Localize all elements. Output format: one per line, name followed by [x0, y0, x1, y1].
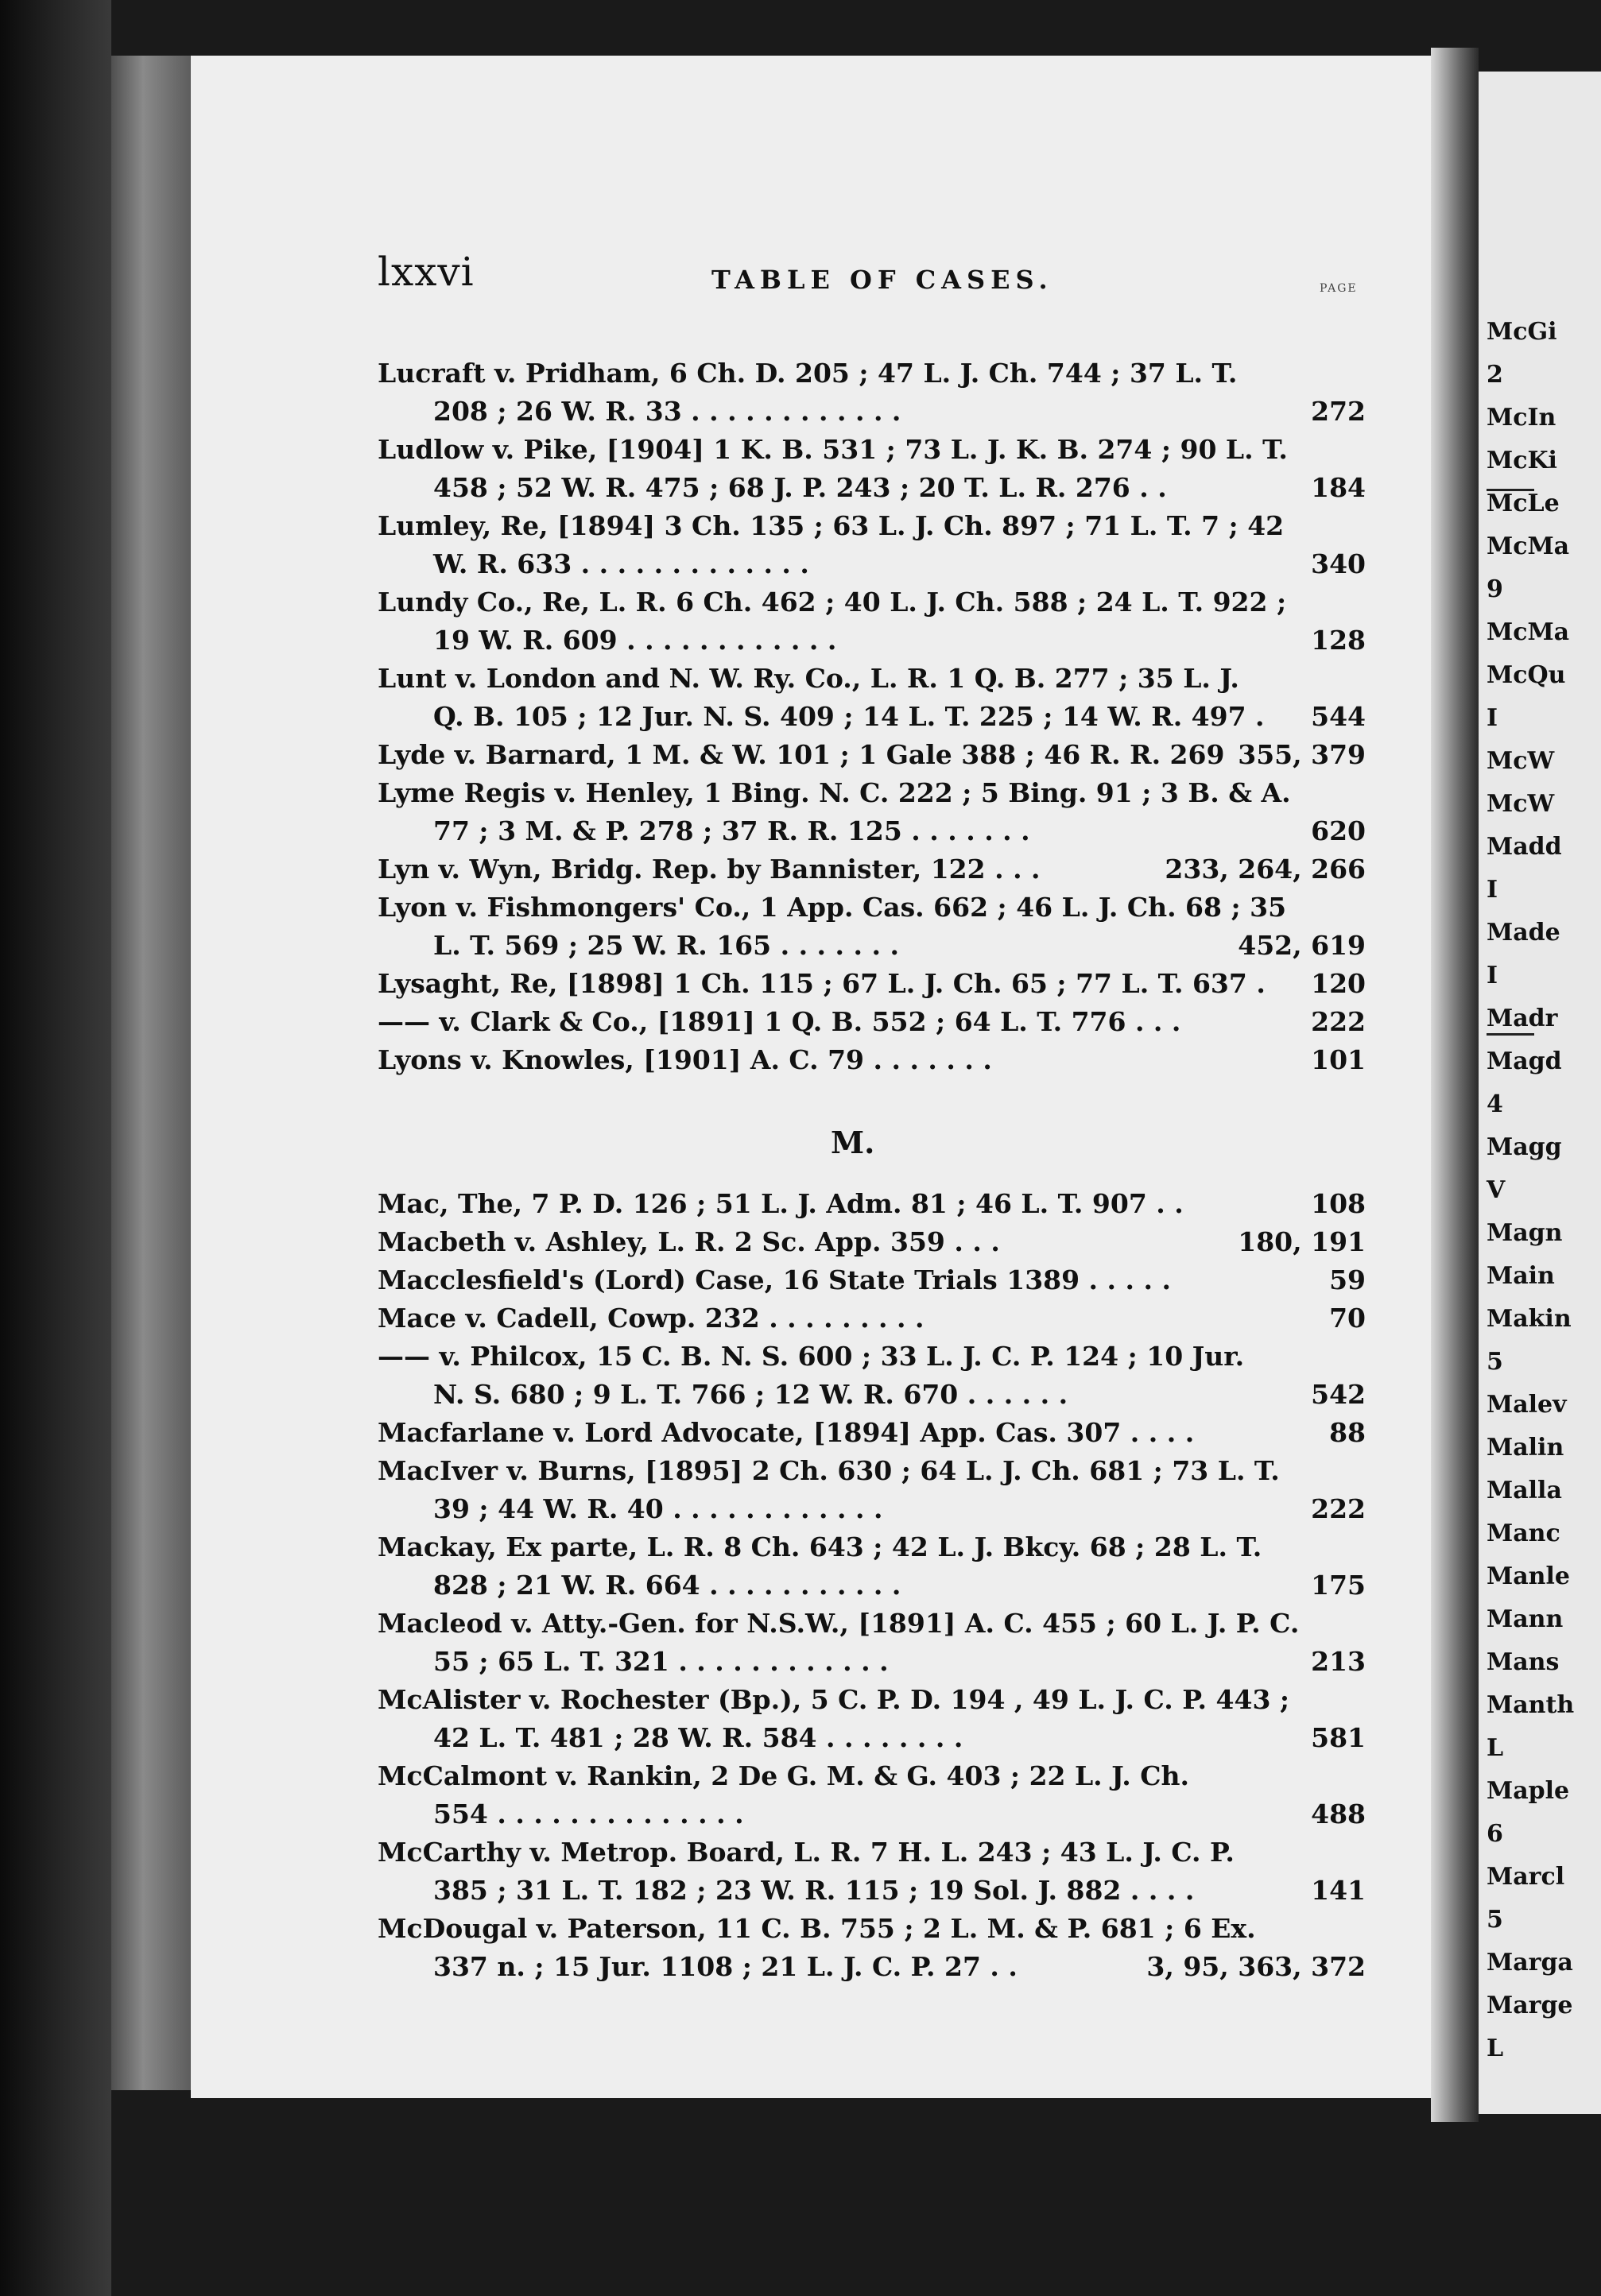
case-entry-line	[191, 1760, 1431, 1792]
case-entry-line	[191, 1006, 1431, 1038]
case-citation: Lucraft v. Pridham, 6 Ch. D. 205 ; 47 L. J. Ch. 744 ; 37 L. T.	[378, 358, 1238, 389]
case-citation: Mackay, Ex parte, L. R. 8 Ch. 643 ; 42 L. J. Bkcy. 68 ; 28 L. T.	[378, 1531, 1262, 1562]
case-entry-line	[191, 1455, 1431, 1487]
page-reference: 59	[1329, 1264, 1366, 1295]
case-citation: 554 . . . . . . . . . . . . . .	[433, 1798, 744, 1829]
facing-page-fragment: McW	[1487, 747, 1555, 775]
case-entry-line	[191, 587, 1431, 618]
case-citation: McCalmont v. Rankin, 2 De G. M. & G. 403 ; 22 L. J. Ch.	[378, 1760, 1189, 1791]
page-reference: 488	[1311, 1798, 1366, 1829]
page-edge-stack	[111, 56, 191, 2090]
page-reference: 544	[1311, 701, 1366, 732]
facing-page-fragment: I	[1487, 876, 1498, 904]
case-citation: Macfarlane v. Lord Advocate, [1894] App. Cas. 307 . . . .	[378, 1417, 1195, 1448]
case-entry-line	[191, 968, 1431, 1000]
page-reference: 3, 95, 363, 372	[1146, 1951, 1366, 1982]
case-citation: N. S. 680 ; 9 L. T. 766 ; 12 W. R. 670 . . . . . .	[433, 1379, 1068, 1410]
facing-page-fragment: Magn	[1487, 1219, 1563, 1247]
page-reference: 542	[1311, 1379, 1366, 1410]
facing-page-fragment: Malev	[1487, 1391, 1567, 1419]
facing-page-fragment: McQu	[1487, 661, 1566, 689]
facing-page-fragment: Malin	[1487, 1434, 1564, 1462]
case-citation: Macclesfield's (Lord) Case, 16 State Trials 1389 . . . . .	[378, 1264, 1171, 1295]
case-entry-line	[191, 854, 1431, 885]
case-entry-line	[191, 1226, 1431, 1258]
page-column-label: PAGE	[1320, 282, 1358, 295]
facing-page-fragment: Manc	[1487, 1520, 1560, 1547]
case-citation: McDougal v. Paterson, 11 C. B. 755 ; 2 L. M. & P. 681 ; 6 Ex.	[378, 1913, 1256, 1944]
case-citation: 55 ; 65 L. T. 321 . . . . . . . . . . . .	[433, 1646, 889, 1677]
page-folio: lxxvi	[378, 249, 475, 295]
facing-page-fragment: Marge	[1487, 1992, 1573, 2019]
facing-page-fragment: Marga	[1487, 1949, 1573, 1977]
case-entry-line	[191, 472, 1431, 504]
case-citation: Lunt v. London and N. W. Ry. Co., L. R. 1 Q. B. 277 ; 35 L. J.	[378, 663, 1239, 694]
page-reference: 272	[1311, 396, 1366, 427]
case-entry-line	[191, 777, 1431, 809]
case-citation: Lysaght, Re, [1898] 1 Ch. 115 ; 67 L. J. Ch. 65 ; 77 L. T. 637 .	[378, 968, 1266, 999]
case-entry-line	[191, 1913, 1431, 1945]
page-reference: 620	[1311, 815, 1366, 846]
facing-page-fragment: 5	[1487, 1348, 1503, 1376]
facing-page-fragment: 4	[1487, 1090, 1503, 1118]
facing-page-fragment: 9	[1487, 575, 1503, 603]
case-citation: Lyn v. Wyn, Bridg. Rep. by Bannister, 122 . . .	[378, 854, 1041, 885]
facing-page-fragment: McLe	[1487, 490, 1560, 517]
facing-page-fragment: V	[1487, 1176, 1506, 1204]
page-reference: 141	[1311, 1875, 1366, 1906]
facing-page-fragment: Magg	[1487, 1133, 1562, 1161]
case-entry-line	[191, 1264, 1431, 1296]
case-citation: 19 W. R. 609 . . . . . . . . . . . .	[433, 625, 837, 656]
section-rule	[1487, 1033, 1534, 1036]
facing-page-fragment: Madr	[1487, 1005, 1558, 1032]
case-entry-line	[191, 1303, 1431, 1334]
case-entry-line	[191, 1417, 1431, 1449]
case-citation: Macleod v. Atty.-Gen. for N.S.W., [1891] A. C. 455 ; 60 L. J. P. C.	[378, 1608, 1300, 1639]
page-reference: 128	[1311, 625, 1366, 656]
running-head: TABLE OF CASES.	[711, 265, 1053, 295]
book-page	[191, 56, 1431, 2098]
case-entry-line	[191, 358, 1431, 389]
facing-page-fragment: McMa	[1487, 618, 1570, 646]
case-entry-line	[191, 892, 1431, 923]
page-reference: 213	[1311, 1646, 1366, 1677]
case-entry-line	[191, 1951, 1431, 1983]
facing-page-fragment: Madd	[1487, 833, 1562, 861]
case-citation: 42 L. T. 481 ; 28 W. R. 584 . . . . . . . .	[433, 1722, 963, 1753]
case-entry-line	[191, 1044, 1431, 1076]
case-citation: McAlister v. Rochester (Bp.), 5 C. P. D. 194 , 49 L. J. C. P. 443 ;	[378, 1684, 1290, 1715]
facing-page-fragment: Manle	[1487, 1562, 1570, 1590]
facing-page-fragment: Main	[1487, 1262, 1555, 1290]
case-entry-line	[191, 1837, 1431, 1868]
case-citation: Lyme Regis v. Henley, 1 Bing. N. C. 222 ; 5 Bing. 91 ; 3 B. & A.	[378, 777, 1291, 808]
case-citation: 77 ; 3 M. & P. 278 ; 37 R. R. 125 . . . . . . .	[433, 815, 1030, 846]
facing-page-fragment: I	[1487, 704, 1498, 732]
case-citation: W. R. 633 . . . . . . . . . . . . .	[433, 548, 809, 579]
case-entry-line	[191, 1875, 1431, 1907]
facing-page-fragment: Made	[1487, 919, 1560, 947]
page-reference: 355, 379	[1238, 739, 1366, 770]
case-entry-line	[191, 815, 1431, 847]
facing-page-fragment: I	[1487, 962, 1498, 989]
case-entry-line	[191, 434, 1431, 466]
facing-page-fragment: L	[1487, 2035, 1504, 2062]
case-citation: 39 ; 44 W. R. 40 . . . . . . . . . . . .	[433, 1493, 883, 1524]
case-entry-line	[191, 1188, 1431, 1220]
facing-page-fragment: Mann	[1487, 1605, 1564, 1633]
case-citation: L. T. 569 ; 25 W. R. 165 . . . . . . .	[433, 930, 899, 961]
case-entry-line	[191, 548, 1431, 580]
facing-page-fragment: 2	[1487, 361, 1503, 389]
case-entry-line	[191, 1722, 1431, 1754]
page-reference: 180, 191	[1238, 1226, 1366, 1257]
case-entry-line	[191, 930, 1431, 962]
facing-page-fragment: McW	[1487, 790, 1555, 818]
case-citation: 458 ; 52 W. R. 475 ; 68 J. P. 243 ; 20 T. L. R. 276 . .	[433, 472, 1167, 503]
case-citation: 385 ; 31 L. T. 182 ; 23 W. R. 115 ; 19 Sol. J. 882 . . . .	[433, 1875, 1195, 1906]
case-entry-line	[191, 701, 1431, 733]
case-entry-line	[191, 739, 1431, 771]
case-citation: Lundy Co., Re, L. R. 6 Ch. 462 ; 40 L. J. Ch. 588 ; 24 L. T. 922 ;	[378, 587, 1287, 618]
case-entry-line	[191, 1570, 1431, 1601]
page-reference: 340	[1311, 548, 1366, 579]
facing-page-fragment: Makin	[1487, 1305, 1572, 1333]
page-reference: 88	[1329, 1417, 1366, 1448]
page-reference: 452, 619	[1238, 930, 1366, 961]
page-reference: 222	[1311, 1006, 1366, 1037]
case-entry-line	[191, 1379, 1431, 1411]
case-entry-line	[191, 510, 1431, 542]
case-entry-line	[191, 1646, 1431, 1678]
page-reference: 120	[1311, 968, 1366, 999]
facing-page-fragment: Mans	[1487, 1648, 1560, 1676]
facing-page-fragment: McMa	[1487, 532, 1570, 560]
page-reference: 175	[1311, 1570, 1366, 1601]
page-reference: 184	[1311, 472, 1366, 503]
case-citation: Lumley, Re, [1894] 3 Ch. 135 ; 63 L. J. Ch. 897 ; 71 L. T. 7 ; 42	[378, 510, 1285, 541]
case-entry-line	[191, 1341, 1431, 1373]
facing-page-fragment: McIn	[1487, 404, 1556, 432]
case-entry-line	[191, 1493, 1431, 1525]
case-citation: 337 n. ; 15 Jur. 1108 ; 21 L. J. C. P. 27 . .	[433, 1951, 1018, 1982]
facing-page-fragment: L	[1487, 1734, 1504, 1762]
facing-page	[1479, 72, 1601, 2114]
facing-page-fragment: Maple	[1487, 1777, 1570, 1805]
case-citation: Lyons v. Knowles, [1901] A. C. 79 . . . . . . .	[378, 1044, 992, 1075]
section-rule	[1487, 489, 1534, 491]
case-entry-line	[191, 625, 1431, 656]
facing-page-fragment: Malla	[1487, 1477, 1562, 1504]
case-citation: —— v. Clark & Co., [1891] 1 Q. B. 552 ; 64 L. T. 776 . . .	[378, 1006, 1181, 1037]
page-reference: 581	[1311, 1722, 1366, 1753]
case-citation: 208 ; 26 W. R. 33 . . . . . . . . . . . .	[433, 396, 901, 427]
case-entry-line	[191, 663, 1431, 695]
case-citation: Q. B. 105 ; 12 Jur. N. S. 409 ; 14 L. T. 225 ; 14 W. R. 497 .	[433, 701, 1265, 732]
case-citation: Mac, The, 7 P. D. 126 ; 51 L. J. Adm. 81 ; 46 L. T. 907 . .	[378, 1188, 1184, 1219]
case-entry-line	[191, 396, 1431, 428]
case-citation: McCarthy v. Metrop. Board, L. R. 7 H. L. 243 ; 43 L. J. C. P.	[378, 1837, 1235, 1868]
case-citation: Lyon v. Fishmongers' Co., 1 App. Cas. 662 ; 46 L. J. Ch. 68 ; 35	[378, 892, 1287, 923]
case-citation: Mace v. Cadell, Cowp. 232 . . . . . . . . .	[378, 1303, 925, 1334]
facing-page-fragment: Manth	[1487, 1691, 1575, 1719]
page-reference: 108	[1311, 1188, 1366, 1219]
case-entry-line	[191, 1684, 1431, 1716]
book-spine-shadow	[0, 0, 111, 2296]
facing-page-fragment: 6	[1487, 1820, 1503, 1848]
page-reference: 233, 264, 266	[1165, 854, 1366, 885]
page-reference: 101	[1311, 1044, 1366, 1075]
case-citation: Ludlow v. Pike, [1904] 1 K. B. 531 ; 73 L. J. K. B. 274 ; 90 L. T.	[378, 434, 1288, 465]
case-citation: —— v. Philcox, 15 C. B. N. S. 600 ; 33 L. J. C. P. 124 ; 10 Jur.	[378, 1341, 1245, 1372]
facing-page-fragment: McKi	[1487, 447, 1557, 474]
case-citation: 828 ; 21 W. R. 664 . . . . . . . . . . .	[433, 1570, 901, 1601]
case-citation: MacIver v. Burns, [1895] 2 Ch. 630 ; 64 L. J. Ch. 681 ; 73 L. T.	[378, 1455, 1280, 1486]
facing-page-fragment: Magd	[1487, 1047, 1562, 1075]
facing-page-fragment: Marcl	[1487, 1863, 1565, 1891]
section-letter: M.	[831, 1125, 875, 1160]
facing-page-fragment: 5	[1487, 1906, 1503, 1934]
case-entry-line	[191, 1798, 1431, 1830]
facing-page-fragment: McGi	[1487, 318, 1557, 346]
case-entry-line	[191, 1531, 1431, 1563]
page-reference: 70	[1329, 1303, 1366, 1334]
case-citation: Lyde v. Barnard, 1 M. & W. 101 ; 1 Gale 388 ; 46 R. R. 269	[378, 739, 1225, 770]
case-citation: Macbeth v. Ashley, L. R. 2 Sc. App. 359 . . .	[378, 1226, 1000, 1257]
case-entry-line	[191, 1608, 1431, 1640]
page-reference: 222	[1311, 1493, 1366, 1524]
book-gutter	[1431, 48, 1479, 2122]
